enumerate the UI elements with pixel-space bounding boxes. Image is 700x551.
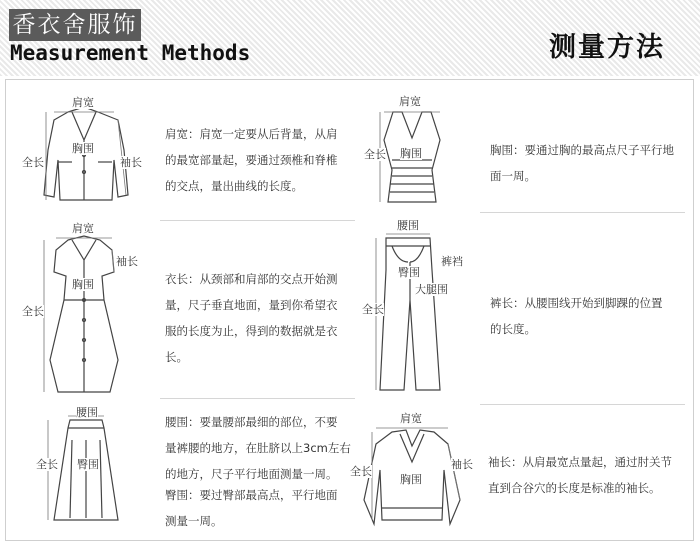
skirt-waist-description (165, 409, 365, 487)
pants-description (490, 290, 690, 342)
jacket-description (165, 121, 360, 199)
camisole-description-line: 面一周。 (490, 169, 536, 183)
skirt-waist-description-line: 量裤腰的地方，在肚脐以上3cm左右 (165, 441, 351, 455)
sweater-description-line: 袖长：从肩最宽点量起，通过肘关节 (488, 455, 672, 469)
skirt-waist-label: 腰围 (76, 406, 98, 419)
camisole-chest-label: 胸围 (400, 147, 422, 160)
dress-description-line: 衣长：从颈部和肩部的交点开始测 (165, 272, 338, 286)
skirt-hip-description (165, 482, 365, 534)
sweater-description-line: 直到合谷穴的长度是标准的袖长。 (488, 481, 661, 495)
brand-name-cn: 香衣舍服饰 (9, 9, 141, 41)
sweater-shoulder-label: 肩宽 (400, 412, 422, 425)
skirt-waist-description-line: 腰围：要量腰部最细的部位，不要 (165, 415, 338, 429)
camisole-length-label: 全长 (364, 148, 386, 161)
pants-thigh-label: 大腿围 (415, 283, 448, 296)
skirt-waist-description-line: 的地方，尺子平行地面测量一周。 (165, 467, 338, 481)
dress-shoulder-label: 肩宽 (72, 222, 94, 235)
sweater-description (488, 449, 693, 501)
dress-description-line: 服的长度为止，得到的数据就是衣 (165, 324, 338, 338)
dress-description-line: 长。 (165, 350, 188, 364)
jacket-chest-label: 胸围 (72, 142, 94, 155)
camisole-description-line: 胸围：要通过胸的最高点尺子平行地 (490, 143, 674, 157)
brand-name-en: Measurement Methods (10, 41, 251, 65)
camisole-shoulder-label: 肩宽 (399, 95, 421, 108)
sweater-length-label: 全长 (350, 465, 372, 478)
dress-chest-label: 胸围 (72, 278, 94, 291)
pants-crotch-label: 裤裆 (441, 255, 463, 268)
camisole-description (490, 137, 690, 189)
jacket-description-line: 肩宽：肩宽一定要从后背量，从肩 (165, 127, 338, 141)
jacket-length-label: 全长 (22, 156, 44, 169)
skirt-hip-description-line: 臀围：要过臀部最高点，平行地面 (165, 488, 338, 502)
dress-length-label: 全长 (22, 305, 44, 318)
skirt-hip-description-line: 测量一周。 (165, 514, 223, 528)
pants-waist-label: 腰围 (397, 219, 419, 232)
skirt-hip-label: 臀围 (77, 458, 99, 471)
sweater-sleeve-label: 袖长 (451, 458, 473, 471)
dress-description (165, 266, 360, 370)
jacket-description-line: 的最宽部量起，要通过颈椎和脊椎 (165, 153, 338, 167)
jacket-shoulder-label: 肩宽 (72, 96, 94, 109)
pants-description-line: 的长度。 (490, 322, 536, 336)
pants-hip-label: 臀围 (398, 266, 420, 279)
page-title: 测量方法 (549, 32, 665, 63)
pants-illustration (380, 238, 440, 390)
sweater-chest-label: 胸围 (400, 473, 422, 486)
pants-length-label: 全长 (362, 303, 384, 316)
jacket-description-line: 的交点，量出曲线的长度。 (165, 179, 303, 193)
jacket-sleeve-label: 袖长 (120, 156, 142, 169)
skirt-length-label: 全长 (36, 458, 58, 471)
dress-description-line: 量，尺子垂直地面，量到你希望衣 (165, 298, 338, 312)
dress-illustration (50, 236, 118, 392)
dress-sleeve-label: 袖长 (116, 255, 138, 268)
pants-description-line: 裤长：从腰围线开始到脚踝的位置 (490, 296, 663, 310)
